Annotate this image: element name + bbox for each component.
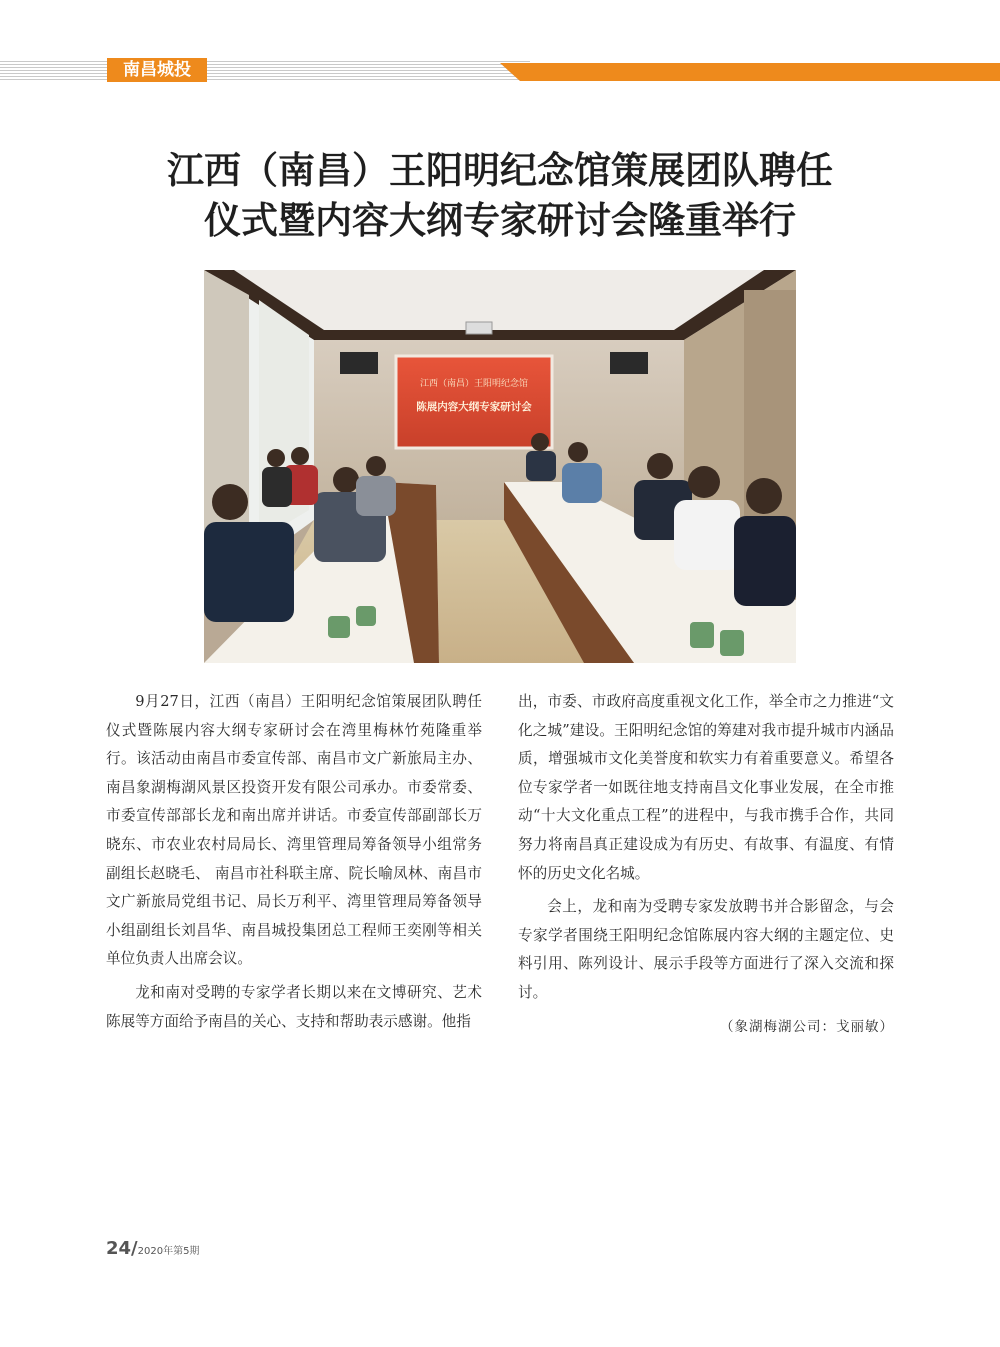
text-column-left — [106, 688, 482, 1041]
title-line-2: 仪式暨内容大纲专家研讨会隆重举行 — [204, 199, 796, 242]
meeting-photo — [204, 270, 796, 663]
header-stripe-lines — [0, 61, 530, 81]
text-column-right — [518, 688, 894, 1041]
screen-text-line-1: 江西（南昌）王阳明纪念馆 — [419, 379, 529, 389]
header-orange-band — [500, 63, 1000, 81]
paragraph-3: 会上，龙和南为受聘专家发放聘书并合影留念，与会专家学者围绕王阳明纪念馆陈展内容大纲的主题定位、史料引用、陈列设计、展示手段等方面进行了深入交流和探讨。 — [518, 898, 894, 1001]
byline: （象湖梅湖公司：戈丽敏） — [720, 1018, 894, 1035]
paragraph-2-continued: 出，市委、市政府高度重视文化工作，举全市之力推进“文化之城”建设。王阳明纪念馆的筹建对我市提升城市内涵品质，增强城市文化美誉度和软实力有着重要意义。希望各位专家学者一如既往地支持南昌文化事业发展，在全市推动“十大文化重点工程”的进程中，与我市携手合作，共同努力将南昌真正建设成为有历史、有故事、有温度、有情怀的历史文化名城。 — [518, 693, 894, 882]
screen-text-line-2: 陈展内容大纲专家研讨会 — [416, 401, 532, 413]
paragraph-2: 龙和南对受聘的专家学者长期以来在文博研究、艺术陈展等方面给予南昌的关心、支持和帮助表示感谢。他指 — [106, 983, 482, 1030]
meeting-room-illustration — [204, 270, 796, 663]
issue-label: 2020年第5期 — [137, 1246, 200, 1257]
section-tag: 南昌城投 — [107, 58, 207, 82]
article-title — [0, 146, 1000, 246]
paragraph-1: 9月27日，江西（南昌）王阳明纪念馆策展团队聘任仪式暨陈展内容大纲专家研讨会在湾里梅林竹苑隆重举行。该活动由南昌市委宣传部、南昌市文广新旅局主办、南昌象湖梅湖风景区投资开发有限公司承办。市委常委、市委宣传部部长龙和南出席并讲话。市委宣传部副部长万晓东、市农业农村局局长、湾里管理局筹备领导小组常务副组长赵晓毛、 南昌市社科联主席、院长喻凤林、南昌市文广新旅局党组书记、局长万利平、湾里管理局筹备领导小组副组长刘昌华、南昌城投集团总工程师王奕刚等相关单位负责人出席会议。 — [106, 693, 482, 968]
page-footer — [106, 1238, 199, 1259]
title-line-1: 江西（南昌）王阳明纪念馆策展团队聘任 — [167, 149, 833, 192]
page-number: 24/ — [106, 1238, 138, 1259]
